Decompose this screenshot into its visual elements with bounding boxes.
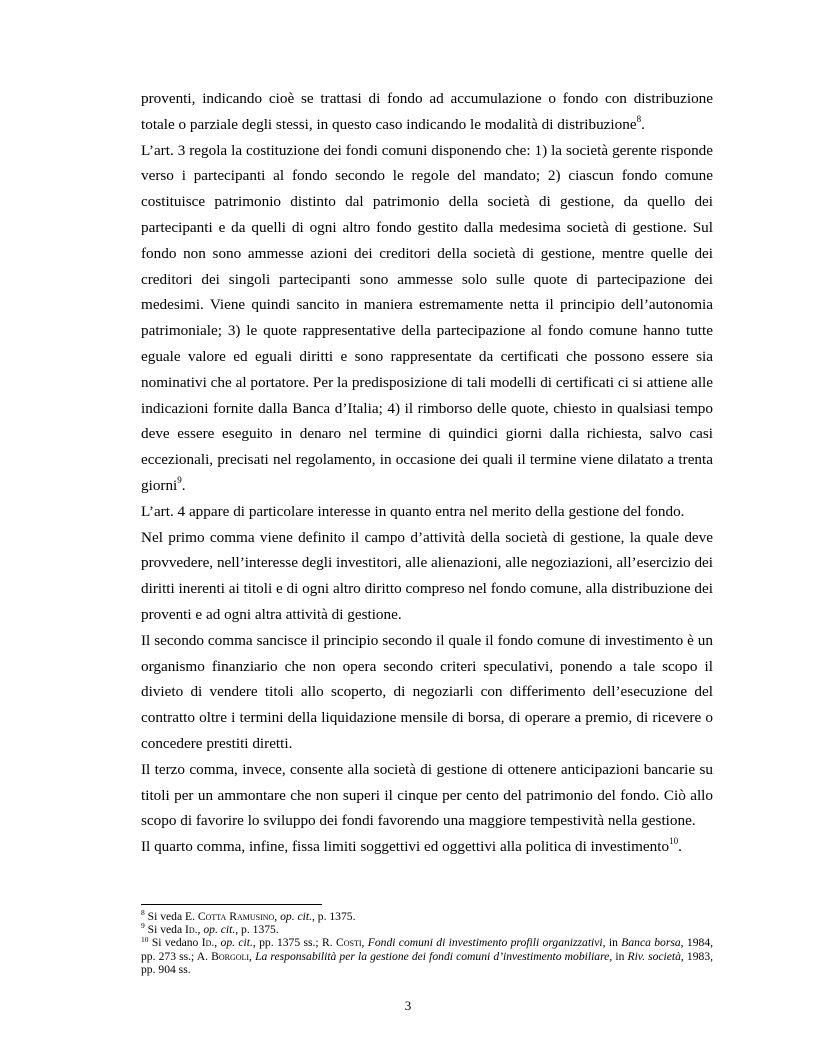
footnote-author-smallcaps: osti: [343, 936, 362, 950]
footnote-text: .,: [194, 923, 204, 937]
paragraph-1: [141, 86, 713, 138]
footnotes: [141, 910, 713, 976]
footnote-text: .,: [211, 936, 221, 950]
footnote-citation: La responsabilità per la gestione dei fondi comuni d’investimento mobiliare: [255, 949, 610, 963]
footnote-citation: op. cit.: [280, 910, 312, 923]
footnote-text: , 1983, pp. 904 ss.: [141, 949, 714, 976]
footnote-text: ,: [249, 949, 256, 963]
footnote-author-smallcaps: amusino: [236, 910, 275, 923]
footnote-text: , 1984, pp. 273 ss.; A. B: [141, 936, 714, 963]
footnote-ref-9[interactable]: 9: [177, 474, 182, 485]
footnote-text: ,: [361, 936, 368, 950]
footnote-ref-8[interactable]: 8: [636, 113, 642, 124]
footnote-text: Si veda E. C: [144, 910, 206, 923]
footnote-10: [141, 936, 713, 976]
footnote-number: 9: [141, 921, 145, 931]
paragraph-1-end: .: [641, 115, 645, 133]
footnote-ref-10[interactable]: 10: [669, 836, 679, 847]
paragraph-4: Nel primo comma viene definito il campo d’attività della società di gestione, la quale deve provvedere, nell’interesse degli investitori, alle alienazioni, alle negoziazioni, all’esercizio dei diritti inerenti ai titoli e di ogni altro diritto compreso nel fondo comune, alla distribuzione dei proventi e ad ogni altra attività di gestione.: [141, 528, 713, 623]
footnote-citation: Banca borsa: [621, 936, 681, 950]
paragraph-6: Il terzo comma, invece, consente alla società di gestione di ottenere anticipazioni bancarie su titoli per un ammontare che non superi il cinque per cento del patrimonio del fondo. Ciò allo scopo di favorire lo sviluppo dei fondi favorendo una maggiore tempestività nella gestione.: [141, 760, 713, 830]
paragraph-2-end: .: [181, 476, 186, 494]
footnote-author-smallcaps: orgoli: [218, 949, 250, 963]
paragraph-7-text: Il quarto comma, infine, fissa limiti soggettivi ed oggettivi alla politica di investimento: [141, 838, 670, 856]
footnote-citation: Riv. società: [627, 949, 681, 963]
footnote-number: 10: [141, 934, 149, 944]
paragraph-2: [141, 138, 713, 499]
footnote-text: , in: [602, 936, 622, 950]
footnote-author-smallcaps: otta: [205, 910, 227, 923]
paragraph-2-text: L’art. 3 regola la costituzione dei fondi comuni disponendo che: 1) la società gerente risponde verso i partecipanti al fondo secondo le regole del mandato; 2) ciascun fondo comune costituisce patrimonio distinto dal patrimonio della società di gestione, da quello dei partecipanti e da quelli di ogni altro fondo gestito dalla medesima società di gestione. Sul fondo non sono ammesse azioni dei creditori della società di gestione, mentre quelle dei creditori dei singoli partecipanti sono ammesse solo sulle quote di partecipazione dei medesimi. Viene quindi sancito in maniera estremamente netta il principio dell’autonomia patrimoniale; 3) le quote rappresentative della partecipazione al fondo comune hanno tutte eguale valore ed eguali diritti e sono rappresentate da certificati che possono essere sia nominativi che al portatore. Per la predisposizione di tali modelli di certificati ci si attiene alle indicazioni fornite dalla Banca d’Italia; 4) il rimborso delle quote, chiesto in qualsiasi tempo deve essere eseguito in denaro nel termine di quindici giorni dalla richiesta, salvo casi eccezionali, precisati nel regolamento, in occasione dei quali il termine viene dilatato a trenta giorni: [141, 141, 713, 494]
footnote-author-smallcaps: d: [205, 936, 212, 950]
paragraph-7-end: .: [678, 838, 682, 856]
paragraph-7: [141, 834, 713, 860]
footnote-separator: [141, 904, 322, 905]
paragraph-1-text: proventi, indicando cioè se trattasi di fondo ad accumulazione o fondo con distribuzione totale o parziale degli stessi, in questo caso indicando le modalità di distribuzione: [141, 90, 713, 133]
footnote-8: [141, 910, 713, 923]
footnote-text: ,: [274, 910, 281, 923]
footnote-9: [141, 923, 713, 936]
footnote-citation: op. cit.: [203, 923, 236, 937]
paragraph-5: Il secondo comma sancisce il principio secondo il quale il fondo comune di investimento è un organismo finanziario che non opera secondo criteri speculativi, ponendo a tale scopo il divieto di vendere titoli allo scoperto, di negoziarli con differimento dell’esecuzione del contratto oltre i termini della liquidazione mensile di borsa, di operare a premio, di ricevere o concedere prestiti diretti.: [141, 631, 713, 752]
footnote-text: Si veda I: [144, 923, 189, 937]
footnote-text: , p. 1375.: [311, 910, 356, 923]
footnote-number: 8: [141, 908, 145, 918]
footnote-text: , pp. 1375 ss.; R. C: [252, 936, 344, 950]
footnote-author-smallcaps: d: [188, 923, 195, 937]
page-number: 3: [404, 998, 412, 1013]
paragraph-3: L’art. 4 appare di particolare interesse in quanto entra nel merito della gestione del fondo.: [141, 502, 685, 520]
footnote-text: , p. 1375.: [235, 923, 279, 937]
page-body: [141, 86, 713, 860]
body-text: [141, 86, 713, 860]
footnote-citation: op. cit.: [220, 936, 253, 950]
footnote-citation: Fondi comuni di investimento profili organizzativi: [367, 936, 603, 950]
footnote-text: Si vedano I: [148, 936, 206, 950]
footnote-text: , in: [609, 949, 628, 963]
footnote-text: R: [226, 910, 237, 923]
